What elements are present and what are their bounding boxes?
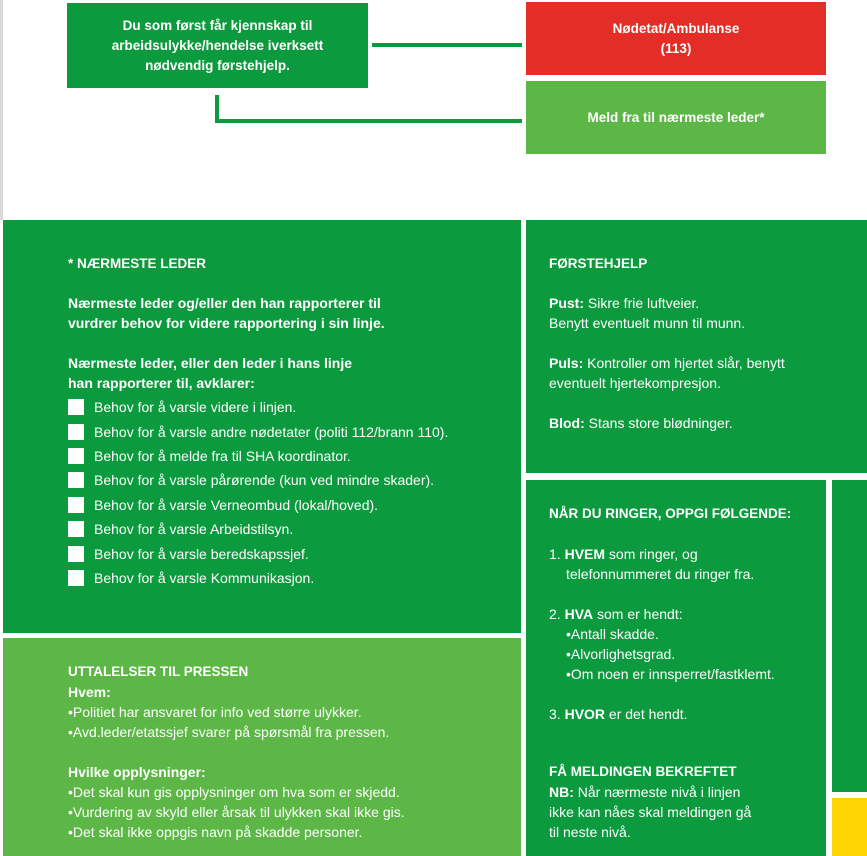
first-action-box	[67, 3, 368, 88]
call-item-2-bullet: • Om noen er innsperret/fastklemt.	[549, 664, 826, 684]
press-info-item: • Det skal kun gis opplysninger om hva som er skjedd.	[68, 782, 521, 802]
puls-label: Puls:	[549, 355, 584, 371]
blod-label: Blod:	[549, 415, 585, 431]
checklist-text: Behov for å melde fra til SHA koordinator.	[94, 447, 351, 464]
item-number: 3.	[549, 706, 561, 722]
leader-para1-line: Nærmeste leder og/eller den han rapporterer til	[68, 295, 381, 311]
checkbox[interactable]	[68, 497, 84, 513]
call-item-2-bullet: • Alvorlighetsgrad.	[549, 644, 826, 664]
item-keyword: HVA	[564, 606, 594, 622]
leader-para1-line: vurdrer behov for videre rapportering i sin linje.	[68, 315, 385, 331]
checklist-item	[68, 395, 521, 419]
call-item-1	[549, 544, 826, 564]
item-text: som ringer, og	[605, 546, 698, 562]
item-keyword: HVEM	[564, 546, 606, 562]
press-who-label: Hvem:	[68, 684, 111, 700]
press-title: UTTALELSER TIL PRESSEN	[68, 664, 249, 679]
call-item-2	[549, 604, 826, 624]
connector-to-leader	[215, 119, 522, 123]
first-aid-panel	[526, 220, 867, 473]
pust-text: Sikre frie luftveier.	[584, 295, 700, 311]
nb-text: Når nærmeste nivå i linjen	[573, 784, 741, 800]
puls-line	[549, 353, 867, 373]
checkbox[interactable]	[68, 448, 84, 464]
leader-checklist	[68, 395, 521, 590]
checklist-text: Behov for å varsle Verneombud (lokal/hoved).	[94, 496, 379, 513]
checklist-item	[68, 468, 521, 492]
nb-label: NB:	[549, 784, 574, 800]
connector-to-emergency	[372, 43, 522, 47]
emergency-box	[526, 2, 826, 75]
item-number: 1.	[549, 546, 561, 562]
checklist-item	[68, 566, 521, 590]
checklist-item	[68, 541, 521, 565]
press-who-item: • Avd.leder/etatssjef svarer på spørsmål fra pressen.	[68, 722, 521, 742]
left-edge	[0, 0, 3, 220]
nb-line-2: ikke kan nåes skal meldingen gå	[549, 804, 752, 820]
checklist-text: Behov for å varsle pårørende (kun ved mindre skader).	[94, 472, 435, 489]
first-aid-title: FØRSTEHJELP	[549, 256, 648, 271]
call-item-2-bullet: • Antall skadde.	[549, 624, 826, 644]
checkbox[interactable]	[68, 472, 84, 488]
checkbox[interactable]	[68, 521, 84, 537]
item-text: er det hendt.	[605, 706, 688, 722]
right-partial-yellow-panel	[832, 798, 867, 856]
first-action-line: Du som først får kjennskap til	[122, 17, 313, 33]
blod-line	[549, 413, 867, 433]
pust-label: Pust:	[549, 295, 584, 311]
blod-text: Stans store blødninger.	[584, 415, 733, 431]
item-number: 2.	[549, 606, 561, 622]
press-panel	[3, 638, 521, 856]
leader-title: * NÆRMESTE LEDER	[68, 256, 207, 271]
puls-text: Kontroller om hjertet slår, benytt	[583, 355, 785, 371]
checkbox[interactable]	[68, 399, 84, 415]
press-info-item: • Vurdering av skyld eller årsak til ulykken skal ikke gis.	[68, 802, 521, 822]
call-title: NÅR DU RINGER, OPPGI FØLGENDE:	[549, 506, 792, 521]
call-item-1-line2: telefonnummeret du ringer fra.	[566, 566, 755, 582]
item-text: som er hendt:	[593, 606, 683, 622]
checklist-item	[68, 419, 521, 443]
right-partial-panel	[832, 480, 867, 792]
confirm-title: FÅ MELDINGEN BEKREFTET	[549, 764, 737, 779]
nb-line	[549, 782, 826, 802]
checklist-item	[68, 444, 521, 468]
leader-panel	[3, 220, 521, 633]
emergency-number: (113)	[660, 40, 692, 56]
checklist-text: Behov for å varsle videre i linjen.	[94, 399, 297, 416]
press-who-item: • Politiet har ansvaret for info ved større ulykker.	[68, 702, 521, 722]
nb-line-3: til neste nivå.	[549, 824, 631, 840]
item-keyword: HVOR	[564, 706, 606, 722]
checklist-text: Behov for å varsle andre nødetater (politi 112/brann 110).	[94, 423, 449, 440]
press-info-label: Hvilke opplysninger:	[68, 764, 206, 780]
puls-line-2: eventuelt hjertekompresjon.	[549, 375, 721, 391]
checklist-text: Behov for å varsle Kommunikasjon.	[94, 569, 315, 586]
pust-line-2: Benytt eventuelt munn til munn.	[549, 315, 746, 331]
notify-leader-box	[526, 81, 826, 154]
checklist-text: Behov for å varsle Arbeidstilsyn.	[94, 521, 294, 538]
pust-line	[549, 293, 867, 313]
checkbox[interactable]	[68, 424, 84, 440]
first-action-line: nødvendig førstehjelp.	[145, 57, 290, 73]
press-info-item: • Det skal ikke oppgis navn på skadde personer.	[68, 822, 521, 842]
checklist-text: Behov for å varsle beredskapssjef.	[94, 545, 309, 562]
leader-para2-line: han rapporterer til, avklarer:	[68, 375, 255, 391]
first-action-line: arbeidsulykke/hendelse iverksett	[111, 37, 324, 53]
leader-para2-line: Nærmeste leder, eller den leder i hans linje	[68, 355, 353, 371]
emergency-label: Nødetat/Ambulanse	[612, 20, 740, 36]
call-item-3	[549, 704, 826, 724]
checklist-item	[68, 517, 521, 541]
notify-leader-label: Meld fra til nærmeste leder*	[587, 109, 765, 125]
checklist-item	[68, 493, 521, 517]
checkbox[interactable]	[68, 546, 84, 562]
checkbox[interactable]	[68, 570, 84, 586]
call-panel	[526, 480, 826, 856]
